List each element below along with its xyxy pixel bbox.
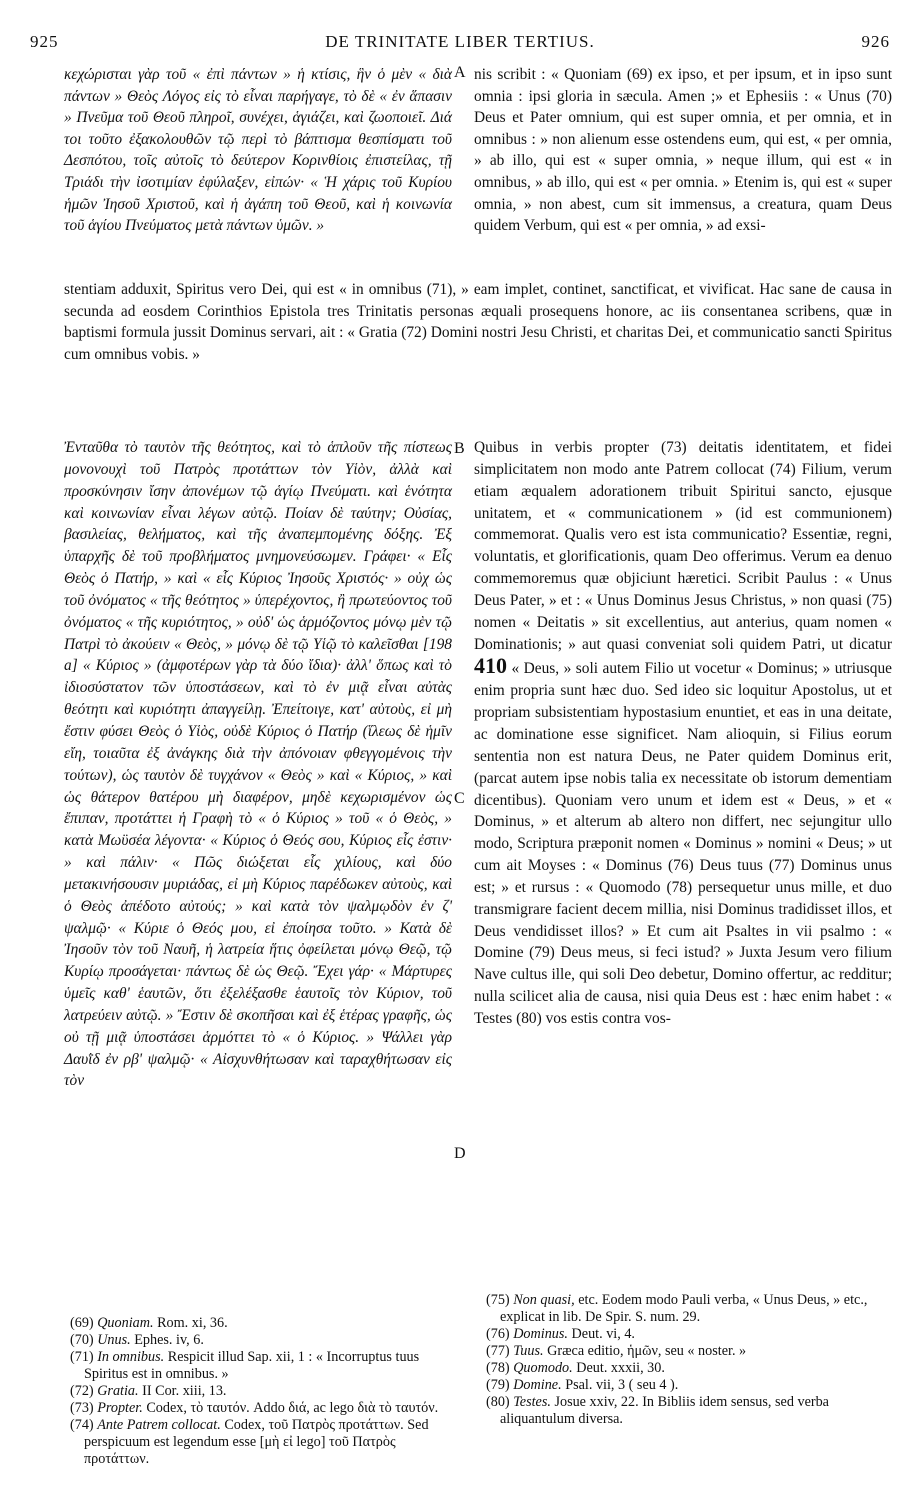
footnotes-right bbox=[486, 1292, 898, 1428]
latin-paragraph: nis scribit : « Quoniam (69) ex ipso, et per ipsum, et in ipso sunt omnia : ipsi gloria in sæcula. Amen ;» et Ephesiis : « Unus (70) Deus et Pater omnium, qui est super omnia, et per omnia, et in omnibus : » non alienum esse ostendens eum, qui est, « per omnia, » ab illo, qui est « super omnia, » neque illum, qui est « in omnibus, » ab illo, qui est « per omnia. » Etenim is, qui est « super omnia, » non abest, cum sit immensus, a creatura, quam Deus quidem Verbum, qui est « per omnia, » ad exsi- bbox=[474, 66, 892, 235]
column-marker-a: A bbox=[454, 64, 466, 81]
page-title: DE TRINITATE LIBER TERTIUS. bbox=[325, 32, 595, 51]
footnote: (70) Unus. Ephes. iv, 6. bbox=[70, 1332, 204, 1348]
footnote: (73) Propter. Codex, τὸ ταυτόν. Addo διά, ac lego διὰ τὸ ταυτόν. bbox=[70, 1400, 439, 1416]
footnote: (76) Dominus. Deut. vi, 4. bbox=[486, 1326, 635, 1342]
column-marker-d: D bbox=[454, 1145, 466, 1162]
page-number-right: 926 bbox=[861, 32, 890, 51]
column-marker-b: B bbox=[454, 440, 465, 457]
footnote: (78) Quomodo. Deut. xxxii, 30. bbox=[486, 1360, 665, 1376]
footnote: (71) In omnibus. Respicit illud Sap. xii, 1 : « Incorruptus tuus Spiritus est in omnibus. » bbox=[70, 1349, 420, 1382]
footnote: (69) Quoniam. Rom. xi, 36. bbox=[70, 1315, 228, 1331]
greek-paragraph-main: Ἐνταῦθα τὸ ταυτὸν τῆς θεότητος, καὶ τὸ ἁπλοῦν τῆς πίστεως μονονουχὶ τοῦ Πατρὸς προτάττων τὸν Υἱὸν, ἀλλὰ καὶ προσκύνησιν ἴσην ἀπονέμων τῷ ἁγίῳ Πνεύματι. καὶ ἑνότητα καὶ κοινωνίαν εἶναι λέγων αὐτῷ. Ποίαν δὲ ταύτην; Οὐσίας, βασιλείας, θελήματος, καὶ τῆς ἀναπεμπομένης δόξης. Ἐξ ὑπαρχῆς δὲ τοῦ προβλήματος μνημονεύσωμεν. Γράφει· « Εἷς Θεὸς ὁ Πατήρ, » καὶ « εἷς Κύριος Ἰησοῦς Χριστός· » οὐχ ὡς τοῦ ὀνόματος « τῆς θεότητος » ὑπερέχοντος, ἢ πρωτεύοντος τοῦ ὀνόματος « τῆς κυριότητος, » οὐδ' ὡς ἁρμόζοντος μόνῳ μὲν τῷ Πατρὶ τὸ ἀκούειν « Θεὸς, » μόνῳ δὲ τῷ Υἱῷ τὸ καλεῖσθαι [198 a] « Κύριος » (ἀμφοτέρων γὰρ τὰ δύο ἴδια)· ἀλλ' ὅπως καὶ τὸ ἰδιοσύστατον τῶν ὑποστάσεων, καὶ τὸ ἐν μιᾷ εἶναι αὐτὰς θεότητι καὶ κυριότητι ἀπαγγείλῃ. Ἐπείτοιγε, κατ' αὐτοὺς, εἰ μὴ ἔστιν φύσει Θεὸς ὁ Υἱὸς, οὐδὲ Κύριος ὁ Πατήρ (ἵλεως δὲ ἡμῖν εἴη, τοιαῦτα ἐξ ἀνάγκης διὰ τὴν ἀπόνοιαν φθεγγομένοις τὴν τούτων), ὡς ταυτὸν δὲ τυγχάνον « Θεὸς » καὶ « Κύριος, » καὶ ὡς θάτερον θατέρου μὴ διαφέρον, μηδὲ κεχωρισμένον ὡς ἔπιπαν, προτάττει ἡ Γραφὴ τὸ « ὁ Κύριος » τοῦ « ὁ Θεὸς, » κατὰ Μωϋσέα λέγοντα· « Κύριος ὁ Θεός σου, Κύριος εἷς ἐστιν· » καὶ πάλιν· « Πῶς διώξεται εἷς χιλίους, καὶ δύο μετακινήσουσιν μυριάδας, εἰ μὴ Κύριος παρέδωκεν αὐτοὺς, καὶ ὁ Θεὸς ἀπέδοτο αὐτούς; » καὶ κατὰ τὸν ψαλμῳδὸν ἐν ζ' ψαλμῷ· « Κύριε ὁ Θεός μου, εἰ ἐποίησα τοῦτο. » Κατὰ δὲ Ἰησοῦν τὸν τοῦ Ναυῆ, ἡ λατρεία ἥτις ὀφείλεται μόνῳ Θεῷ, τῷ Κυρίῳ προσάγεται· πάντως δὲ ὡς Θεῷ. Ἔχει γάρ· « Μάρτυρες ὑμεῖς καθ' ἑαυτῶν, ὅτι ἐξελέξασθε ἑαυτοῖς τὸν Κύριον, τοῦ λατρεύειν αὐτῷ. » Ἔστιν δὲ σκοπῆσαι καὶ ἐξ ἑτέρας γραφῆς, ὡς οὐ τῇ μιᾷ ὑποστάσει ἁρμόττει τὸ « ὁ Κύριος. » Ψάλλει γὰρ Δαυῒδ ἐν ρβ' ψαλμῷ· « Αἰσχυνθήτωσαν καὶ ταραχθήτωσαν εἰς τὸν bbox=[64, 439, 452, 1090]
inline-page-number: 410 bbox=[474, 653, 507, 679]
greek-column-top bbox=[64, 64, 452, 237]
latin-continuation bbox=[64, 279, 892, 365]
page-number-left: 925 bbox=[30, 32, 59, 51]
running-header bbox=[30, 32, 890, 58]
footnote: (75) Non quasi, etc. Eodem modo Pauli verba, « Unus Deus, » etc., explicat in lib. De Spir. S. num. 29. bbox=[486, 1292, 868, 1325]
footnote: (79) Domine. Psal. vii, 3 ( seu 4 ). bbox=[486, 1377, 679, 1393]
latin-text-part-b: « Deus, » soli autem Filio ut vocetur « Dominus; » utriusque enim propria sunt hæc duo. Sed ideo sic loquitur Apostolus, ut et propriam subsistentiam hypostasium enuntiet, et eas in una deitate, ac dominatione esse significet. Nam alioquin, si Filius eorum sententia non est natura Deus, ne Pater quidem Dominus erit, (parcat autem ipse nobis talia ex necessitate ob istorum dementiam dicentibus). Quoniam vero unum et idem est « Deus, » et « Dominus, » et alterum ab altero non differt, nec sejungitur ullo modo, Scriptura præponit nomen « Dominus » nomini « Deus; » ut cum ait Moyses : « Dominus (76) Deus tuus (77) Dominus unus est; » et rursus : « Quomodo (78) persequetur unus mille, et duo transmigrare facient decem millia, nisi Dominus tradidisset illos, et Deus vendidisset illos? » Et cum ait Psaltes in vii psalmo : « Domine (79) Deus meus, si feci istud? » Juxta Jesum vero filium Nave cultus ille, qui soli Deo debetur, Domino offertur, ac redditur; nulla scilicet alia de causa, nisi quia Deus est : hæc enim habet : « Testes (80) vos estis contra vos- bbox=[474, 660, 892, 1027]
footnote: (80) Testes. Josue xxiv, 22. In Bibliis idem sensus, sed verba aliquantulum diversa. bbox=[486, 1394, 829, 1427]
latin-text-part-a: Quibus in verbis propter (73) deitatis identitatem, et fidei simplicitatem non modo ante Patrem collocat (74) Filium, verum etiam æqualem adorationem tribuit Spiritui sancto, ejusque unitatem, et « communicationem » (id est communionem) commemorat. Qualis vero est ista communicatio? Essentiæ, regni, voluntatis, et glorificationis, quam Deo offerimus. Verum ea denuo commemoremus quæ objiciunt hæretici. Scribit Paulus : « Unus Deus Pater, » et : « Unus Dominus Jesus Christus, » non quasi (75) nomen « Deitatis » sit excellentius, aut anterius, quam nomen « Dominationis; » aut quasi conveniat soli quidem Patri, ut dicatur bbox=[474, 439, 892, 653]
footnotes-left bbox=[70, 1315, 454, 1468]
footnote: (72) Gratia. II Cor. xiii, 13. bbox=[70, 1383, 227, 1399]
latin-column-main bbox=[474, 437, 892, 1030]
column-marker-c: C bbox=[454, 790, 465, 807]
latin-paragraph-wide: stentiam adduxit, Spiritus vero Dei, qui est « in omnibus (71), » eam implet, continet, sanctificat, et vivificat. Hac sane de causa in secunda ad eosdem Corinthios Epistola tres Trinitatis personas æquali prosequens honore, ac iis consentanea scribens, quæ in baptismi formula jussit Dominus servari, ait : « Gratia (72) Domini nostri Jesu Christi, et charitas Dei, et communicatio sancti Spiritus cum omnibus vobis. » bbox=[64, 281, 892, 363]
footnote: (74) Ante Patrem collocat. Codex, τοῦ Πατρὸς προτάττων. Sed perspicuum est legendum esse [μὴ εἰ lego] τοῦ Πατρὸς προτάττων. bbox=[70, 1417, 429, 1467]
latin-column-top bbox=[474, 64, 892, 237]
footnote: (77) Tuus. Græca editio, ἡμῶν, seu « noster. » bbox=[486, 1343, 747, 1359]
greek-column-main bbox=[64, 437, 452, 1092]
greek-paragraph: κεχώρισται γὰρ τοῦ « ἐπὶ πάντων » ἡ κτίσις, ἣν ὁ μὲν « διὰ πάντων » Θεὸς Λόγος εἰς τὸ εἶναι παρήγαγε, τὸ δὲ « ἐν ἅπασιν » Πνεῦμα τοῦ Θεοῦ πληροῖ, συνέχει, ἁγιάζει, καὶ ζωοποιεῖ. Διά τοι τοῦτο ἐξακολουθῶν τῷ περὶ τὸ βάπτισμα θεσπίσματι τοῦ Δεσπότου, τοῖς αὐτοῖς τὸ δεύτερον Κορινθίοις ἐπιστείλας, τῇ Τριάδι τὴν ἰσοτιμίαν ἐφύλαξεν, εἰπών· « Ἡ χάρις τοῦ Κυρίου ἡμῶν Ἰησοῦ Χριστοῦ, καὶ ἡ ἀγάπη τοῦ Θεοῦ, καὶ ἡ κοινωνία τοῦ ἁγίου Πνεύματος μετὰ πάντων ὑμῶν. » bbox=[64, 66, 452, 235]
latin-paragraph-main bbox=[474, 437, 892, 1030]
